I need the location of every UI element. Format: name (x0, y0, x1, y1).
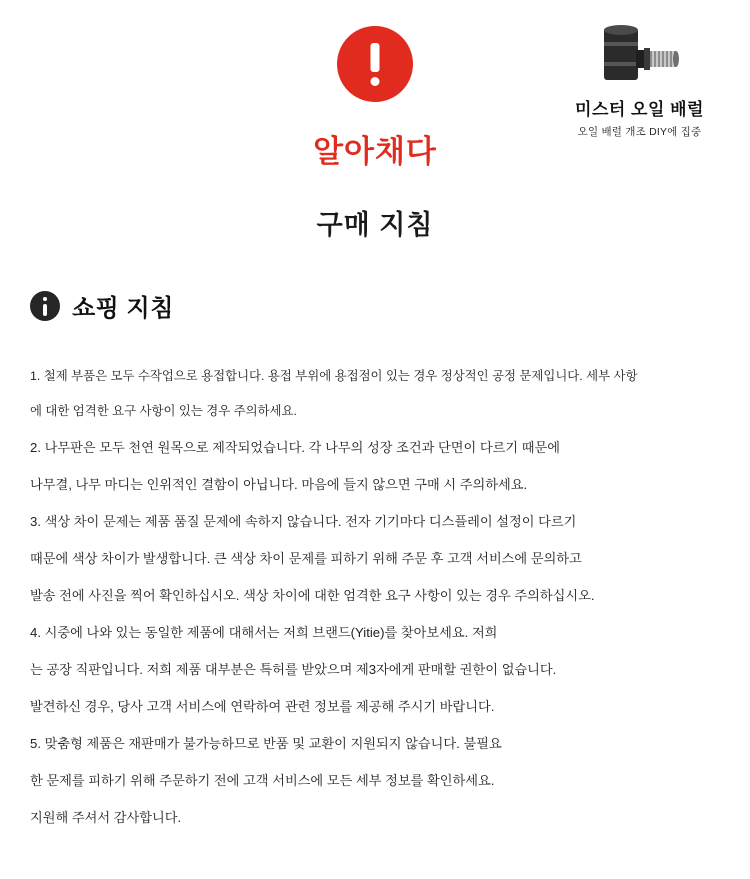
guideline-line: 에 대한 엄격한 요구 사항이 있는 경우 주의하세요. (30, 404, 297, 419)
guideline-line: 지원해 주셔서 감사합니다. (30, 810, 182, 826)
guideline-line: 5. 맞춤형 제품은 재판매가 불가능하므로 반품 및 교환이 지원되지 않습니다. 불필요 (30, 736, 502, 752)
guideline-line: 1. 철제 부품은 모두 수작업으로 용접합니다. 용접 부위에 용접점이 있는 경우 정상적인 공정 문제입니다. 세부 사항 (30, 369, 638, 383)
guideline-line: 때문에 색상 차이가 발생합니다. 큰 색상 차이 문제를 피하기 위해 주문 후 고객 서비스에 문의하고 (30, 551, 582, 567)
brand-tagline: 오일 배럴 개조 DIY에 집중 (577, 126, 702, 139)
header-block (0, 26, 750, 242)
exclamation-circle-icon (337, 26, 413, 102)
brand-name: 미스터 오일 배럴 (575, 100, 704, 119)
guideline-line: 발송 전에 사진을 찍어 확인하십시오. 색상 차이에 대한 엄격한 요구 사항이 있는 경우 주의하십시오. (30, 588, 595, 604)
info-icon (30, 291, 60, 321)
section-heading (30, 288, 174, 323)
page-title: 알아채다 (313, 134, 437, 169)
guideline-line: 나무결, 나무 마디는 인위적인 결함이 아닙니다. 마음에 들지 않으면 구매 시 주의하세요. (30, 477, 528, 493)
guidelines-list (30, 362, 720, 839)
guideline-line: 는 공장 직판입니다. 저희 제품 대부분은 특허를 받았으며 제3자에게 판매할 권한이 없습니다. (30, 662, 557, 678)
guideline-line: 3. 색상 차이 문제는 제품 품질 문제에 속하지 않습니다. 전자 기기마다 디스플레이 설정이 다르기 (30, 514, 577, 530)
guideline-line: 한 문제를 피하기 위해 주문하기 전에 고객 서비스에 모든 세부 정보를 확인하세요. (30, 773, 495, 789)
guideline-line: 4. 시중에 나와 있는 동일한 제품에 대해서는 저희 브랜드(Yitie)를 찾아보세요. 저희 (30, 625, 498, 641)
section-title: 쇼핑 지침 (72, 295, 174, 322)
guideline-line: 2. 나무판은 모두 천연 원목으로 제작되었습니다. 각 나무의 성장 조건과 단면이 다르기 때문에 (30, 440, 560, 456)
guideline-line: 발견하신 경우, 당사 고객 서비스에 연락하여 관련 정보를 제공해 주시기 바랍니다. (30, 699, 495, 715)
page-subtitle: 구매 지침 (316, 210, 434, 240)
